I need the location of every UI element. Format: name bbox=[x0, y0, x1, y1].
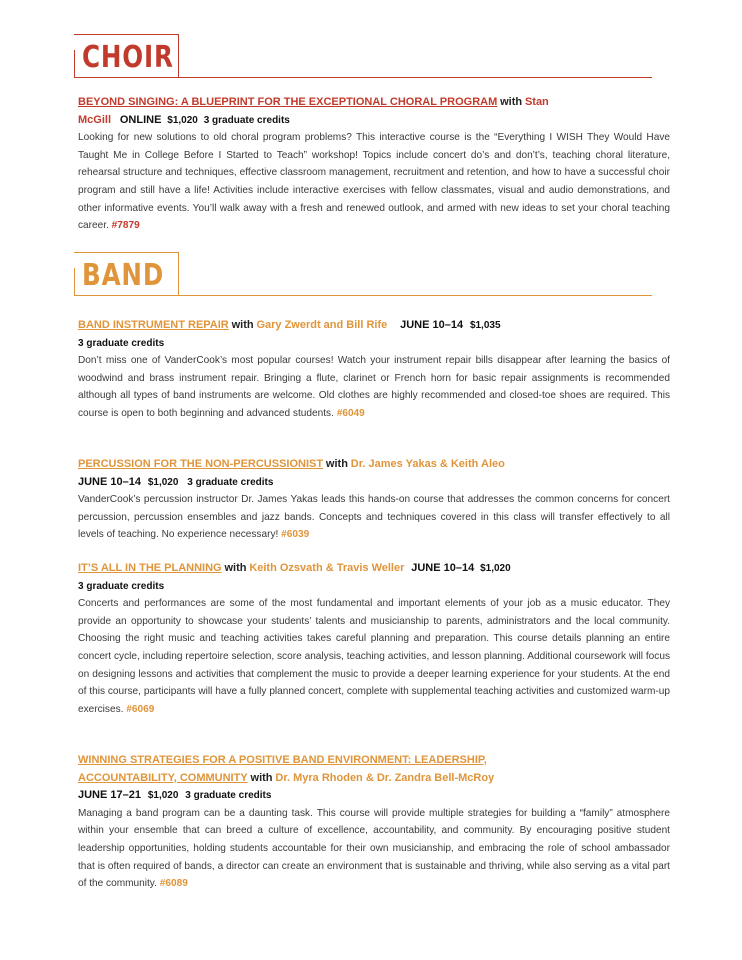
course-price: $1,020 bbox=[147, 476, 179, 488]
choir-section-heading bbox=[74, 34, 652, 78]
with-label: with bbox=[224, 562, 247, 574]
with-label: with bbox=[250, 771, 273, 784]
course-title-link[interactable]: WINNING STRATEGIES FOR A POSITIVE BAND ENVIRONMENT: LEADERSHIP, bbox=[78, 754, 487, 766]
course-format: ONLINE bbox=[119, 113, 162, 126]
course-code: #6049 bbox=[336, 407, 365, 419]
course-title-line bbox=[78, 317, 670, 335]
heading-rule bbox=[74, 77, 652, 78]
course-meta-line bbox=[78, 787, 670, 805]
band-section-heading bbox=[74, 252, 652, 296]
choir-heading-title: CHOIR bbox=[82, 40, 174, 75]
course-description: VanderCook’s percussion instructor Dr. James Yakas leads this hands-on course that addresses the common concerns for concert percussion, percussion ensembles and jazz bands. Concepts and techniques covered in this class will transfer effectively to all levels of teaching. No experience necessary! #6039 bbox=[78, 494, 670, 541]
with-label: with bbox=[325, 458, 348, 470]
heading-bar bbox=[74, 268, 75, 296]
course-title-line bbox=[78, 560, 670, 578]
course-percussion bbox=[78, 456, 670, 544]
course-title-link[interactable]: BEYOND SINGING: A BLUEPRINT FOR THE EXCEPTIONAL CHORAL PROGRAM bbox=[78, 96, 498, 108]
course-meta-line bbox=[78, 474, 670, 492]
instructor-name: Stan bbox=[524, 96, 549, 108]
course-title-line bbox=[78, 456, 670, 474]
course-dates: JUNE 10–14 bbox=[411, 562, 475, 574]
course-winning-strategies bbox=[78, 752, 670, 893]
course-price: $1,020 bbox=[147, 790, 179, 802]
course-title-link[interactable]: PERCUSSION FOR THE NON-PERCUSSIONIST bbox=[78, 458, 324, 470]
course-description: Concerts and performances are some of the most fundamental and important elements of your job as a music educator. They provide an opportunity to showcase your students’ talents and musicianship to parents, administrators and the local community. Choosing the right music and teaching activities takes careful planning and preparation. This course details planning an entire concert cycle, including repertoire selection, score analysis, teaching activities, and lesson planning. Additional coursework will focus on designing lessons and activities that complement the music to provide a deeper learning experience for your students. At the end of this course, participants will have a fully planned concert, complete with supplemental teaching activities and customized warm-up exercises. #6069 bbox=[78, 598, 670, 715]
course-credits: 3 graduate credits bbox=[203, 114, 290, 126]
instructor-name: Dr. Myra Rhoden & Dr. Zandra Bell-McRoy bbox=[275, 771, 495, 784]
with-label: with bbox=[231, 319, 254, 331]
course-its-all-in-the-planning bbox=[78, 560, 670, 718]
course-description: Looking for new solutions to old choral program problems? This interactive course is the “Everything I WISH They Would Have Taught Me in College Before I Started to Teach” workshop! Topics include concert do’s and don’t’s, teaching choral literature, rehearsal structure and techniques, effective classroom management, recruitment and retention, and how to have a successful choir program and still have a life! Activities include interactive exercises with fellow classmates, visual and audio demonstrations, and other informative events. You’ll walk away with a fresh and renewed outlook, and armed with new ideas to set your choral teaching career. #7879 bbox=[78, 132, 670, 232]
course-meta-line bbox=[78, 335, 670, 353]
course-code: #6039 bbox=[281, 529, 310, 541]
course-code: #7879 bbox=[111, 220, 140, 232]
course-title-link[interactable]: ACCOUNTABILITY, COMMUNITY bbox=[78, 771, 248, 784]
course-code: #6069 bbox=[126, 703, 155, 715]
with-label: with bbox=[500, 96, 523, 108]
heading-bar bbox=[74, 50, 75, 78]
course-title-line bbox=[78, 770, 670, 788]
course-code: #6089 bbox=[159, 878, 188, 890]
instructor-name: Dr. James Yakas & Keith Aleo bbox=[350, 458, 505, 470]
course-title-line bbox=[78, 752, 670, 770]
course-title-link[interactable]: BAND INSTRUMENT REPAIR bbox=[78, 319, 229, 331]
band-heading-title: BAND bbox=[82, 258, 165, 293]
heading-rule bbox=[74, 295, 652, 296]
course-credits: 3 graduate credits bbox=[187, 476, 274, 488]
course-title-line bbox=[78, 94, 670, 112]
course-dates: JUNE 10–14 bbox=[400, 319, 464, 331]
course-meta-line bbox=[78, 112, 670, 130]
course-price: $1,035 bbox=[469, 320, 501, 331]
course-dates: JUNE 17–21 bbox=[78, 789, 141, 802]
course-price: $1,020 bbox=[167, 114, 198, 126]
instructor-name: Gary Zwerdt and Bill Rife bbox=[256, 319, 388, 331]
course-description: Don’t miss one of VanderCook’s most popular courses! Watch your instrument repair bills disappear after learning the basics of woodwind and brass instrument repair. Bringing a flute, clarinet or French horn for basic repair assignments is recommended although all types of band instruments are welcome. Old clothes are highly recommended and closed-toe shoes are required. This course is open to both beginning and advanced students. #6049 bbox=[78, 355, 670, 419]
course-price: $1,020 bbox=[480, 563, 511, 574]
course-credits: 3 graduate credits bbox=[78, 337, 165, 349]
course-credits: 3 graduate credits bbox=[78, 580, 165, 592]
instructor-name: McGill bbox=[78, 113, 112, 126]
course-meta-line bbox=[78, 578, 670, 596]
course-dates: JUNE 10–14 bbox=[78, 475, 141, 488]
course-description: Managing a band program can be a daunting task. This course will provide multiple strategies for building a “family” atmosphere within your ensemble that can breed a culture of excellence, accountability, and community. By encouraging positive student leadership opportunities, holding students accountable for their own musicianship, and embracing the role of school ambassador that is often required of bands, a director can create an environment that is sustainable and thriving, while also serving as a vital part of the community. #6089 bbox=[78, 807, 670, 890]
course-title-link[interactable]: IT’S ALL IN THE PLANNING bbox=[78, 562, 222, 574]
instructor-name: Keith Ozsvath & Travis Weller bbox=[249, 562, 405, 574]
course-band-instrument-repair bbox=[78, 317, 670, 423]
course-beyond-singing bbox=[78, 94, 670, 235]
course-credits: 3 graduate credits bbox=[185, 790, 272, 802]
